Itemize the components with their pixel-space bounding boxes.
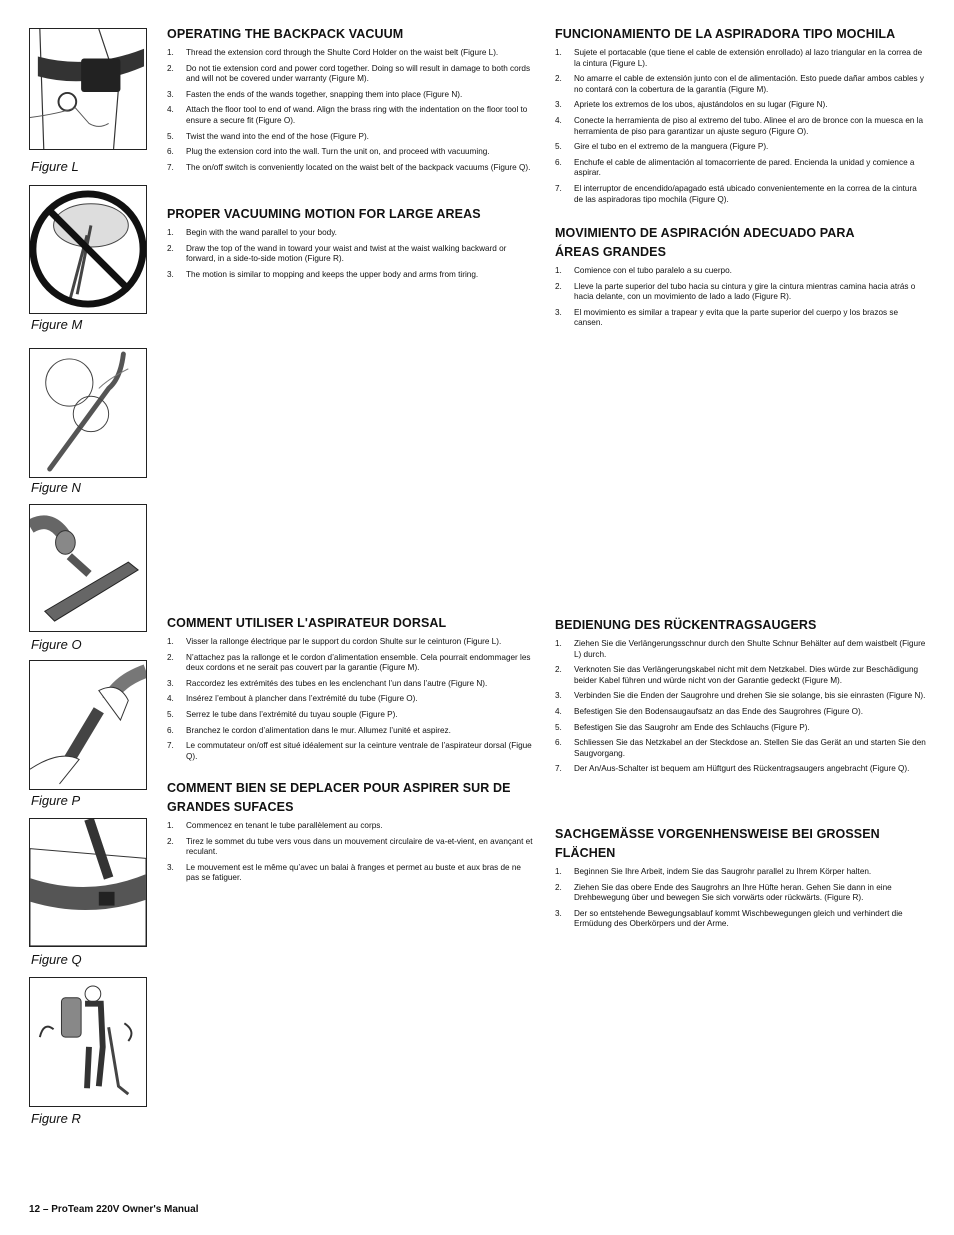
section-heading: MOVIMIENTO DE ASPIRACIÓN ADECUADO PARA ÁREAS GRANDES — [555, 226, 855, 259]
list-item-number: 6. — [167, 725, 174, 735]
list-item-number: 1. — [167, 637, 174, 646]
list-item-text: Der An/Aus-Schalter ist bequem am Hüftgurt des Rückentragsaugers angebracht (Figure Q). — [574, 764, 910, 774]
list-item-text: Le commutateur on/off est situé idéalement sur la ceinture ventrale de l’aspirateur dorsal (Figue Q). — [186, 741, 532, 761]
list-item — [167, 863, 533, 884]
list-item-text: Apriete los extremos de los ubos, ajustándolos en su lugar (Figure N). — [574, 100, 828, 110]
list-item-text: Der so entstehende Bewegungsablauf kommt Wischbewegungen gleich und verhindert die Ermüdung des Oberkörpers und der Arme. — [574, 908, 903, 929]
list-item — [167, 64, 533, 85]
list-item-number: 1. — [555, 867, 562, 876]
list-item-number: 3. — [167, 862, 174, 872]
list-item-number: 7. — [167, 741, 174, 751]
section-de-operating — [555, 616, 927, 780]
section-en-motion — [167, 205, 533, 285]
section-heading: SACHGEMÄSSE VORGENHENSWEISE BEI GROSSEN FLÄCHEN — [555, 827, 880, 860]
list-item-number: 4. — [167, 105, 174, 115]
list-item-text: Tirez le sommet du tube vers vous dans un mouvement circulaire de va-et-vient, en avançant et reculant. — [186, 836, 533, 857]
list-item — [167, 270, 533, 281]
list-item — [555, 723, 927, 734]
list-item — [167, 105, 533, 126]
list-item-text: The on/off switch is conveniently located on the waist belt of the backpack vacuums (Figure Q). — [186, 162, 531, 172]
list-item-number: 6. — [167, 147, 174, 157]
list-item — [555, 158, 927, 179]
list-item — [167, 710, 533, 721]
list-item-number: 3. — [167, 89, 174, 99]
list-item — [555, 100, 927, 111]
list-item — [555, 48, 927, 69]
list-item-text: El interruptor de encendido/apagado está ubicado convenientemente en la correa de la cintura de las aspiradoras tipo mochila (Figure Q). — [574, 183, 917, 204]
list-item — [555, 74, 927, 95]
figure-q-illustration — [29, 818, 147, 947]
instruction-list — [555, 266, 927, 329]
list-item — [555, 738, 927, 759]
figure-p-caption: Figure P — [31, 793, 81, 808]
list-item-number: 4. — [555, 706, 562, 716]
list-item — [167, 679, 533, 690]
list-item-number: 2. — [555, 665, 562, 675]
list-item-number: 7. — [555, 764, 562, 774]
section-heading: BEDIENUNG DES RÜCKENTRAGSAUGERS — [555, 618, 817, 632]
page-footer: 12 – ProTeam 220V Owner's Manual — [29, 1204, 199, 1215]
list-item-number: 2. — [555, 882, 562, 892]
section-heading: PROPER VACUUMING MOTION FOR LARGE AREAS — [167, 207, 481, 221]
list-item-text: No amarre el cable de extensión junto con el de alimentación. Esto puede dañar ambos cables y no contará con la cobertura de la garantía (Figure M). — [574, 74, 924, 94]
list-item-text: Ziehen Sie die Verlängerungsschnur durch den Shulte Schnur Behälter auf dem waistbelt (Figure L) durch. — [574, 639, 926, 659]
figure-p-illustration — [29, 660, 147, 790]
list-item-number: 5. — [555, 722, 562, 732]
section-fr-motion — [167, 779, 533, 889]
list-item-number: 2. — [167, 836, 174, 846]
list-item — [555, 867, 927, 878]
figure-o-caption: Figure O — [31, 637, 82, 652]
list-item-text: Fasten the ends of the wands together, snapping them into place (Figure N). — [186, 89, 463, 99]
list-item-number: 3. — [555, 307, 562, 317]
figure-n-illustration — [29, 348, 147, 478]
list-item-number: 3. — [167, 678, 174, 688]
list-item-text: Comience con el tubo paralelo a su cuerpo. — [574, 266, 732, 275]
list-item-text: Schliessen Sie das Netzkabel an der Steckdose an. Stellen Sie das Gerät an und starten Sie den Saugvorgang. — [574, 738, 926, 758]
figure-n-caption: Figure N — [31, 480, 81, 495]
list-item-text: Thread the extension cord through the Shulte Cord Holder on the waist belt (Figure L). — [186, 48, 499, 57]
figure-m-illustration — [29, 185, 147, 314]
list-item-text: Lleve la parte superior del tubo hacia su cintura y gire la cintura mientras camina hacia atrás o hacia delante, con un movimiento de lado a lado (Figure R). — [574, 281, 916, 302]
list-item — [555, 142, 927, 153]
list-item — [555, 909, 927, 930]
list-item-number: 7. — [555, 183, 562, 193]
section-en-operating — [167, 25, 533, 178]
list-item — [555, 707, 927, 718]
instruction-list — [167, 228, 533, 280]
list-item-text: Verknoten Sie das Verlängerungskabel nicht mit dem Netzkabel. Dies würde zur Beschädigung beider Kabel führen und würde nicht von der Garantie gedeckt (Figure M). — [574, 665, 919, 685]
list-item-number: 2. — [167, 652, 174, 662]
list-item — [167, 163, 533, 174]
list-item-text: Plug the extension cord into the wall. Turn the unit on, and proceed with vacuuming. — [186, 147, 490, 157]
list-item-number: 2. — [555, 74, 562, 84]
list-item-number: 6. — [555, 157, 562, 167]
instruction-list — [167, 637, 533, 762]
list-item-number: 2. — [555, 281, 562, 291]
list-item-text: Serrez le tube dans l’extrémité du tuyau souple (Figure P). — [186, 709, 398, 719]
list-item-text: Insérez l’embout à plancher dans l’extrémité du tube (Figure O). — [186, 694, 418, 704]
list-item — [167, 694, 533, 705]
section-heading: COMMENT UTILISER L'ASPIRATEUR DORSAL — [167, 616, 447, 630]
list-item-number: 5. — [167, 709, 174, 719]
instruction-list — [555, 48, 927, 205]
list-item — [555, 639, 927, 660]
section-fr-operating — [167, 614, 533, 767]
section-heading: COMMENT BIEN SE DEPLACER POUR ASPIRER SUR DE GRANDES SUFACES — [167, 781, 511, 814]
list-item-text: Ziehen Sie das obere Ende des Saugrohrs an Ihre Hüfte heran. Gehen Sie dann in eine Drehbewegung über und bewegen Sie sich vorwärts oder rückwärts. (Figure R). — [574, 882, 892, 903]
list-item-number: 3. — [555, 100, 562, 110]
list-item-text: Le mouvement est le même qu’avec un balai à franges et permet au buste et aux bras de ne pas se fatiguer. — [186, 862, 521, 883]
list-item — [555, 184, 927, 205]
figure-r-caption: Figure R — [31, 1111, 81, 1126]
list-item-number: 5. — [555, 142, 562, 152]
list-item — [167, 741, 533, 762]
list-item — [167, 132, 533, 143]
list-item-number: 3. — [167, 269, 174, 279]
list-item-number: 1. — [167, 228, 174, 237]
list-item-number: 3. — [555, 691, 562, 701]
instruction-list — [555, 639, 927, 775]
list-item-text: Attach the floor tool to end of wand. Align the brass ring with the indentation on the floor tool to ensure a secure fit (Figure O). — [186, 105, 528, 125]
list-item-text: Beginnen Sie Ihre Arbeit, indem Sie das Saugrohr parallel zu Ihrem Körper halten. — [574, 867, 872, 876]
list-item — [555, 116, 927, 137]
list-item-number: 4. — [555, 115, 562, 125]
list-item — [167, 821, 533, 832]
list-item-text: Befestigen Sie das Saugrohr am Ende des Schlauchs (Figure P). — [574, 722, 810, 732]
list-item-text: Gire el tubo en el extremo de la manguera (Figure P). — [574, 142, 769, 152]
list-item-number: 1. — [555, 48, 562, 57]
figure-m-caption: Figure M — [31, 317, 83, 332]
section-es-motion — [555, 224, 916, 334]
list-item-number: 2. — [167, 63, 174, 73]
list-item — [167, 837, 533, 858]
list-item-text: Commencez en tenant le tube parallèlement au corps. — [186, 821, 383, 830]
list-item — [555, 665, 927, 686]
list-item-number: 6. — [555, 738, 562, 748]
section-de-motion — [555, 825, 927, 935]
list-item — [167, 147, 533, 158]
list-item — [555, 266, 927, 277]
list-item — [167, 244, 533, 265]
list-item-text: Raccordez les extrémités des tubes en les enclenchant l’un dans l’autre (Figure N). — [186, 678, 488, 688]
list-item — [555, 282, 927, 303]
list-item-number: 2. — [167, 243, 174, 253]
list-item-text: Enchufe el cable de alimentación al tomacorriente de pared. Encienda la unidad y comience a aspirar. — [574, 157, 915, 178]
list-item-text: Branchez le cordon d’alimentation dans le mur. Allumez l’unité et aspirez. — [186, 725, 451, 735]
list-item — [555, 764, 927, 775]
instruction-list — [167, 48, 533, 173]
list-item-text: Verbinden Sie die Enden der Saugrohre und drehen Sie sie solange, bis sie einrasten (Figure N). — [574, 691, 926, 701]
list-item-number: 4. — [167, 694, 174, 704]
instruction-list — [167, 821, 533, 884]
figure-r-illustration — [29, 977, 147, 1107]
list-item-text: Conecte la herramienta de piso al extremo del tubo. Alinee el aro de bronce con la muesca en la herramienta de piso para garantizar un ajuste seguro (Figure O). — [574, 115, 924, 136]
list-item-number: 1. — [167, 48, 174, 57]
list-item — [167, 228, 533, 239]
figure-o-illustration — [29, 504, 147, 632]
list-item-text: N’attachez pas la rallonge et le cordon d’alimentation ensemble. Cela pourrait endommager les deux cordons et ne serait pas couvert par la garantie (Figure M). — [186, 652, 531, 673]
list-item-text: Befestigen Sie den Bodensaugaufsatz an das Ende des Saugrohres (Figure O). — [574, 706, 864, 716]
list-item-text: The motion is similar to mopping and keeps the upper body and arms from tiring. — [186, 269, 479, 279]
list-item-text: Visser la rallonge électrique par le support du cordon Shulte sur le ceinturon (Figure L). — [186, 637, 502, 646]
list-item-text: Twist the wand into the end of the hose (Figure P). — [186, 131, 369, 141]
list-item-text: Begin with the wand parallel to your body. — [186, 228, 337, 237]
section-es-operating — [555, 25, 927, 210]
list-item — [167, 90, 533, 101]
list-item — [167, 653, 533, 674]
section-heading: OPERATING THE BACKPACK VACUUM — [167, 27, 404, 41]
instruction-list — [555, 867, 927, 930]
figure-q-caption: Figure Q — [31, 952, 82, 967]
figure-l-caption: Figure L — [31, 159, 79, 174]
list-item-text: El movimiento es similar a trapear y evita que la parte superior del cuerpo y los brazos se cansen. — [574, 307, 899, 328]
list-item-number: 1. — [555, 639, 562, 648]
list-item — [555, 883, 927, 904]
list-item-text: Sujete el portacable (que tiene el cable de extensión enrollado) al lazo triangular en la correa de la cintura (Figure L). — [574, 48, 923, 68]
list-item — [555, 308, 927, 329]
list-item — [167, 726, 533, 737]
list-item — [167, 637, 533, 648]
list-item-text: Do not tie extension cord and power cord together. Doing so will result in damage to both cords and will not be covered under warranty (Figure M). — [186, 63, 531, 84]
figure-l-illustration — [29, 28, 147, 150]
list-item-number: 1. — [167, 821, 174, 830]
list-item-number: 5. — [167, 131, 174, 141]
list-item-number: 7. — [167, 162, 174, 172]
list-item — [167, 48, 533, 59]
list-item-number: 1. — [555, 266, 562, 275]
section-heading: FUNCIONAMIENTO DE LA ASPIRADORA TIPO MOCHILA — [555, 27, 896, 41]
list-item-text: Draw the top of the wand in toward your waist and twist at the waist walking backward or forward, in a side-to-side motion (Figure R). — [186, 243, 507, 264]
list-item-number: 3. — [555, 908, 562, 918]
list-item — [555, 691, 927, 702]
